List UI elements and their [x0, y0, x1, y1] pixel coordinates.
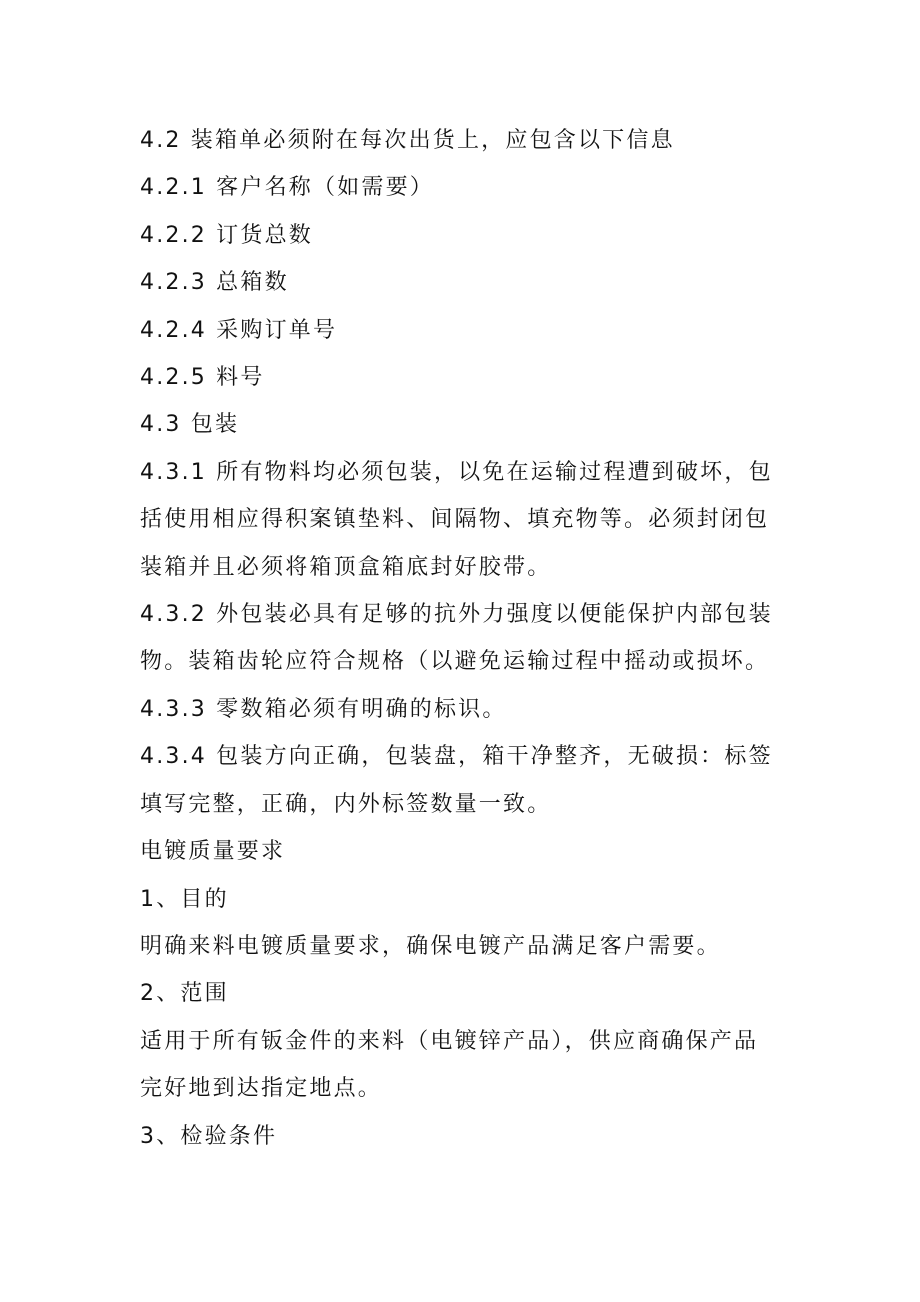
- plating-quality-title: 电镀质量要求: [140, 839, 286, 865]
- section-4-3-heading: 4.3 包装: [140, 412, 240, 438]
- item-4-2-3: 4.2.3 总箱数: [140, 270, 289, 296]
- item-4-2-4: 4.2.4 采购订单号: [140, 317, 338, 343]
- item-4-3-1-line-3: 装箱并且必须将箱顶盒箱底封好胶带。: [140, 554, 552, 580]
- item-4-3-2-line-1: 4.3.2 外包装必具有足够的抗外力强度以便能保护内部包装: [140, 602, 773, 628]
- item-4-3-4-line-1: 4.3.4 包装方向正确，包装盘，箱干净整齐，无破损：标签: [140, 744, 773, 770]
- purpose-heading: 1、目的: [140, 886, 229, 912]
- item-4-3-1-line-1: 4.3.1 所有物料均必须包装，以免在运输过程遭到破坏，包: [140, 459, 773, 485]
- purpose-text: 明确来料电镀质量要求，确保电镀产品满足客户需要。: [140, 933, 721, 959]
- scope-heading: 2、范围: [140, 981, 229, 1007]
- scope-text-line-1: 适用于所有钣金件的来料（电镀锌产品），供应商确保产品: [140, 1028, 759, 1054]
- item-4-2-2: 4.2.2 订货总数: [140, 222, 313, 248]
- scope-text-line-2: 完好地到达指定地点。: [140, 1076, 383, 1102]
- item-4-2-5: 4.2.5 料号: [140, 365, 265, 391]
- document-body: [140, 117, 910, 1160]
- item-4-2-1: 4.2.1 客户名称（如需要）: [140, 175, 434, 201]
- inspection-conditions-heading: 3、检验条件: [140, 1123, 278, 1149]
- item-4-3-4-line-2: 填写完整，正确，内外标签数量一致。: [140, 791, 552, 817]
- item-4-3-3: 4.3.3 零数箱必须有明确的标识。: [140, 696, 507, 722]
- section-4-2-heading: 4.2 装箱单必须附在每次出货上，应包含以下信息: [140, 128, 675, 153]
- item-4-3-2-line-2: 物。装箱齿轮应符合规格（以避免运输过程中摇动或损坏。: [140, 649, 770, 675]
- item-4-3-1-line-2: 括使用相应得积案镇垫料、间隔物、填充物等。必须封闭包: [140, 507, 770, 533]
